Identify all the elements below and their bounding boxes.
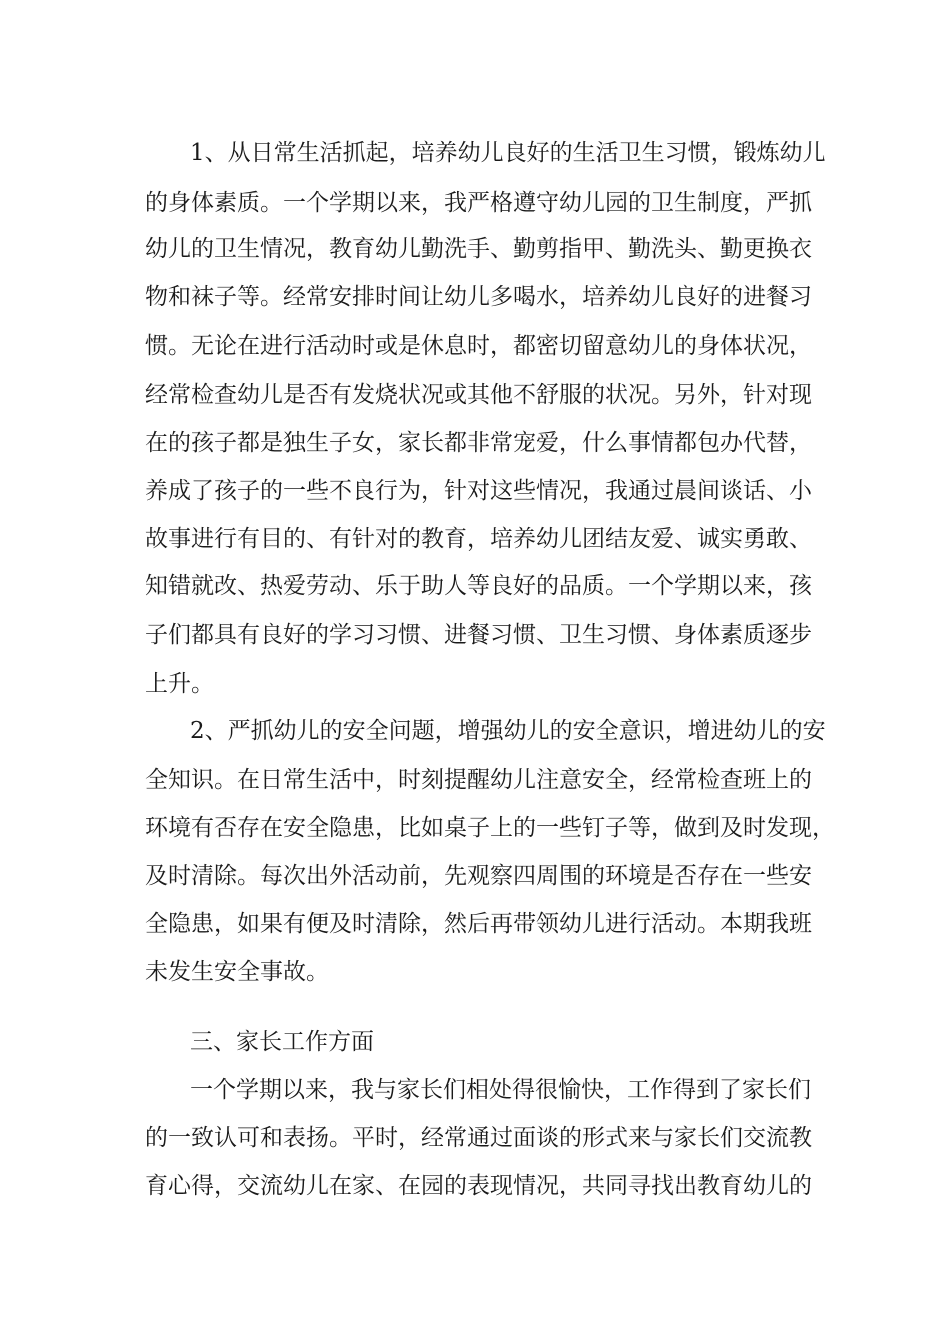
- text-line: 全隐患，如果有便及时清除，然后再带领幼儿进行活动。本期我班: [145, 911, 812, 937]
- text-line: 未发生安全事故。: [145, 959, 329, 985]
- text-line: 2、严抓幼儿的安全问题，增强幼儿的安全意识，增进幼儿的安: [190, 718, 826, 744]
- text-line: 在的孩子都是独生子女，家长都非常宠爱，什么事情都包办代替，: [145, 430, 812, 456]
- text-line: 养成了孩子的一些不良行为，针对这些情况，我通过晨间谈话、小: [145, 478, 812, 504]
- text-line: 的身体素质。一个学期以来，我严格遵守幼儿园的卫生制度，严抓: [145, 190, 812, 216]
- text-line: 上升。: [145, 671, 214, 697]
- text-line: 1、从日常生活抓起，培养幼儿良好的生活卫生习惯，锻炼幼儿: [190, 140, 826, 166]
- text-line: 经常检查幼儿是否有发烧状况或其他不舒服的状况。另外，针对现: [145, 382, 812, 408]
- text-line: 故事进行有目的、有针对的教育，培养幼儿团结友爱、诚实勇敢、: [145, 526, 812, 552]
- section-heading-text: 三、家长工作方面: [190, 1029, 374, 1055]
- text-line: 惯。无论在进行活动时或是休息时，都密切留意幼儿的身体状况，: [145, 333, 812, 359]
- text-line: 环境有否存在安全隐患，比如桌子上的一些钉子等，做到及时发现，: [145, 815, 835, 841]
- text-line: 及时清除。每次出外活动前，先观察四周围的环境是否存在一些安: [145, 863, 812, 889]
- text-line: 物和袜子等。经常安排时间让幼儿多喝水，培养幼儿良好的进餐习: [145, 284, 812, 310]
- text-line: 子们都具有良好的学习习惯、进餐习惯、卫生习惯、身体素质逐步: [145, 622, 812, 648]
- text-line: 全知识。在日常生活中，时刻提醒幼儿注意安全，经常检查班上的: [145, 767, 812, 793]
- text-line: 知错就改、热爱劳动、乐于助人等良好的品质。一个学期以来，孩: [145, 573, 812, 599]
- text-line: 幼儿的卫生情况，教育幼儿勤洗手、勤剪指甲、勤洗头、勤更换衣: [145, 236, 812, 262]
- text-line: 一个学期以来，我与家长们相处得很愉快，工作得到了家长们: [190, 1077, 811, 1103]
- text-line: 育心得，交流幼儿在家、在园的表现情况，共同寻找出教育幼儿的: [145, 1173, 812, 1199]
- text-line: 的一致认可和表扬。平时，经常通过面谈的形式来与家长们交流教: [145, 1125, 812, 1151]
